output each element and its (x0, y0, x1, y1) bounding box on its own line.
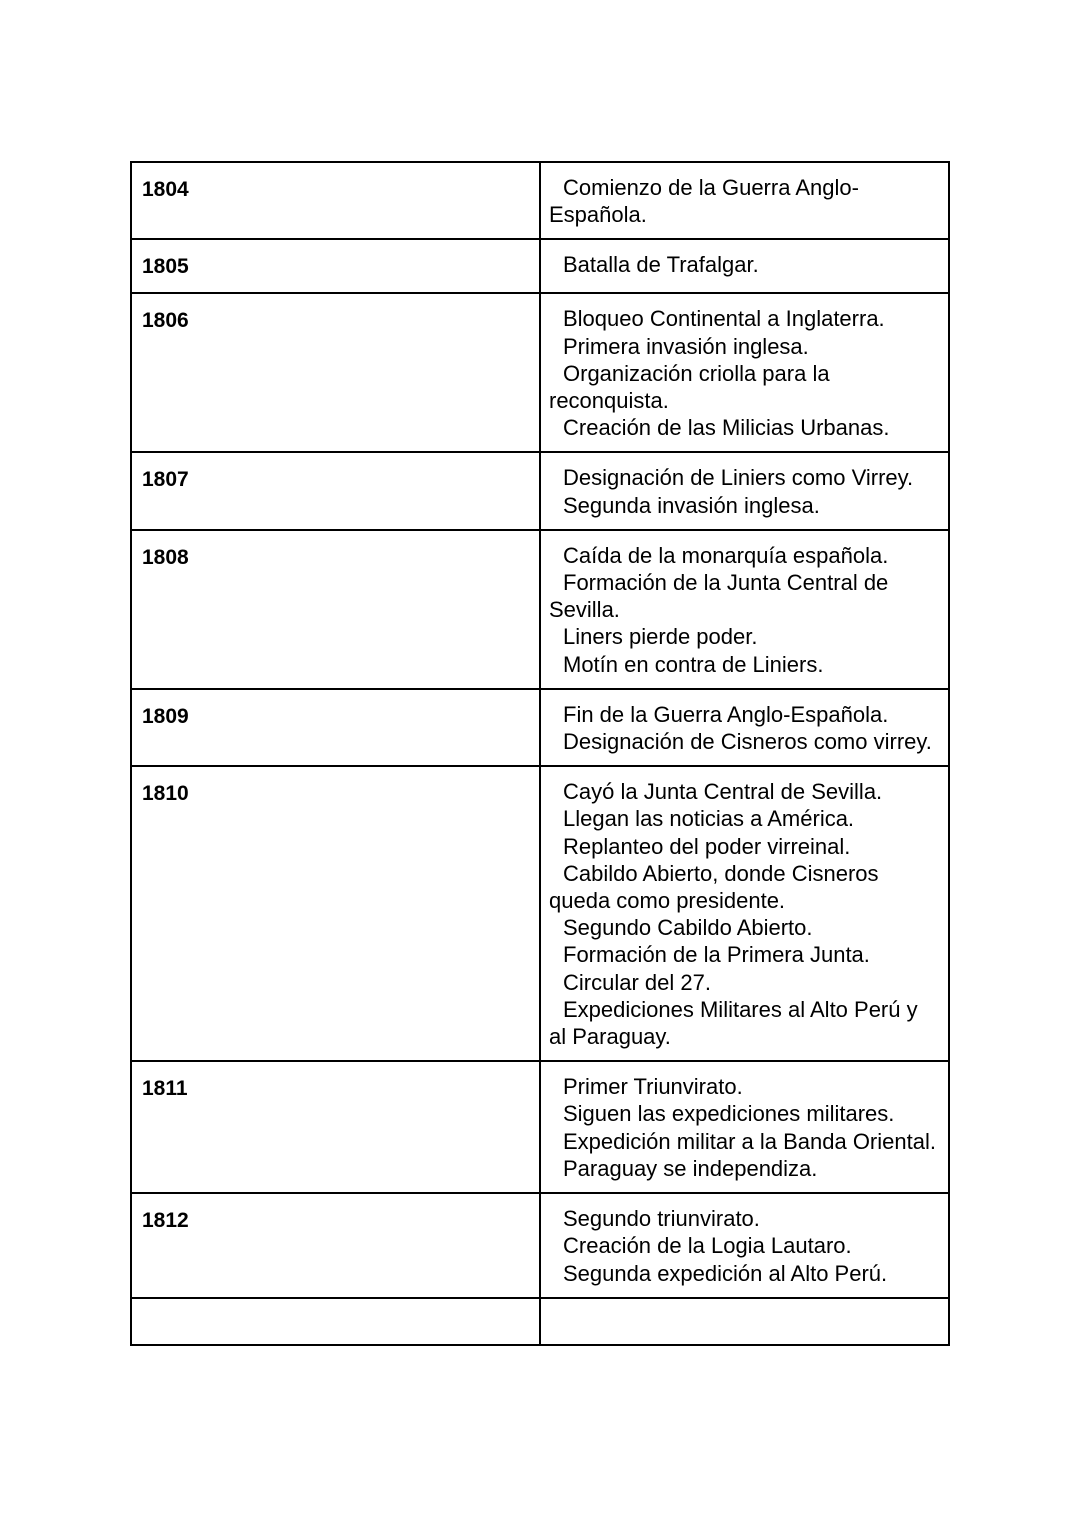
event-item: Caída de la monarquía española. (563, 542, 889, 568)
event-item: Segundo Cabildo Abierto. (563, 915, 813, 941)
event-item: Liners pierde poder. (563, 624, 758, 650)
event-item: Expediciones Militares al Alto Perú y al Paraguay. (549, 996, 918, 1050)
event-item: Comienzo de la Guerra Anglo-Española. (549, 175, 859, 228)
table-row (131, 162, 949, 239)
table-row (131, 1061, 949, 1193)
events-cell (540, 452, 949, 529)
events-cell (540, 530, 949, 689)
year-cell: 1810 (131, 766, 540, 1061)
events-cell (540, 689, 949, 766)
event-item: Segundo triunvirato. (563, 1206, 760, 1232)
table-row (131, 766, 949, 1061)
table-row (131, 530, 949, 689)
year-cell: 1805 (131, 239, 540, 293)
empty-table-row (131, 1298, 949, 1345)
event-item: Cayó la Junta Central de Sevilla. (563, 779, 883, 805)
event-item: Motín en contra de Liniers. (563, 651, 824, 677)
event-item: Segunda invasión inglesa. (563, 492, 820, 518)
table-row (131, 239, 949, 293)
events-cell (540, 766, 949, 1061)
event-item: Primera invasión inglesa. (563, 333, 809, 359)
year-cell: 1807 (131, 452, 540, 529)
table-row (131, 689, 949, 766)
empty-year-cell (131, 1298, 540, 1345)
event-item: Circular del 27. (563, 969, 711, 995)
event-item: Creación de las Milicias Urbanas. (563, 415, 890, 441)
event-item: Formación de la Primera Junta. (563, 942, 870, 968)
year-cell: 1812 (131, 1193, 540, 1298)
events-cell (540, 1193, 949, 1298)
year-cell: 1808 (131, 530, 540, 689)
timeline-body (131, 162, 949, 1345)
year-cell: 1809 (131, 689, 540, 766)
event-item: Fin de la Guerra Anglo-Española. (563, 701, 889, 727)
event-item: Llegan las noticias a América. (563, 806, 855, 832)
event-item: Designación de Cisneros como virrey. (563, 729, 932, 755)
empty-events-cell (540, 1298, 949, 1345)
event-item: Creación de la Logia Lautaro. (563, 1233, 852, 1259)
table-row (131, 452, 949, 529)
table-row (131, 1193, 949, 1298)
events-cell (540, 293, 949, 452)
event-item: Cabildo Abierto, donde Cisneros queda como presidente. (549, 860, 879, 914)
timeline-table (130, 161, 950, 1346)
event-item: Siguen las expediciones militares. (563, 1101, 895, 1127)
event-item: Formación de la Junta Central de Sevilla. (549, 570, 889, 623)
events-cell (540, 162, 949, 239)
year-cell: 1806 (131, 293, 540, 452)
event-item: Segunda expedición al Alto Perú. (563, 1260, 888, 1286)
table-row (131, 293, 949, 452)
event-item: Designación de Liniers como Virrey. (563, 465, 914, 491)
events-cell (540, 1061, 949, 1193)
year-cell: 1811 (131, 1061, 540, 1193)
events-cell (540, 239, 949, 293)
event-item: Bloqueo Continental a Inglaterra. (563, 306, 885, 332)
event-item: Expedición militar a la Banda Oriental. (563, 1128, 936, 1154)
year-cell: 1804 (131, 162, 540, 239)
event-item: Batalla de Trafalgar. (563, 252, 759, 278)
event-item: Primer Triunvirato. (563, 1074, 743, 1100)
event-item: Replanteo del poder virreinal. (563, 833, 851, 859)
event-item: Organización criolla para la reconquista. (549, 360, 830, 414)
event-item: Paraguay se independiza. (563, 1155, 818, 1181)
